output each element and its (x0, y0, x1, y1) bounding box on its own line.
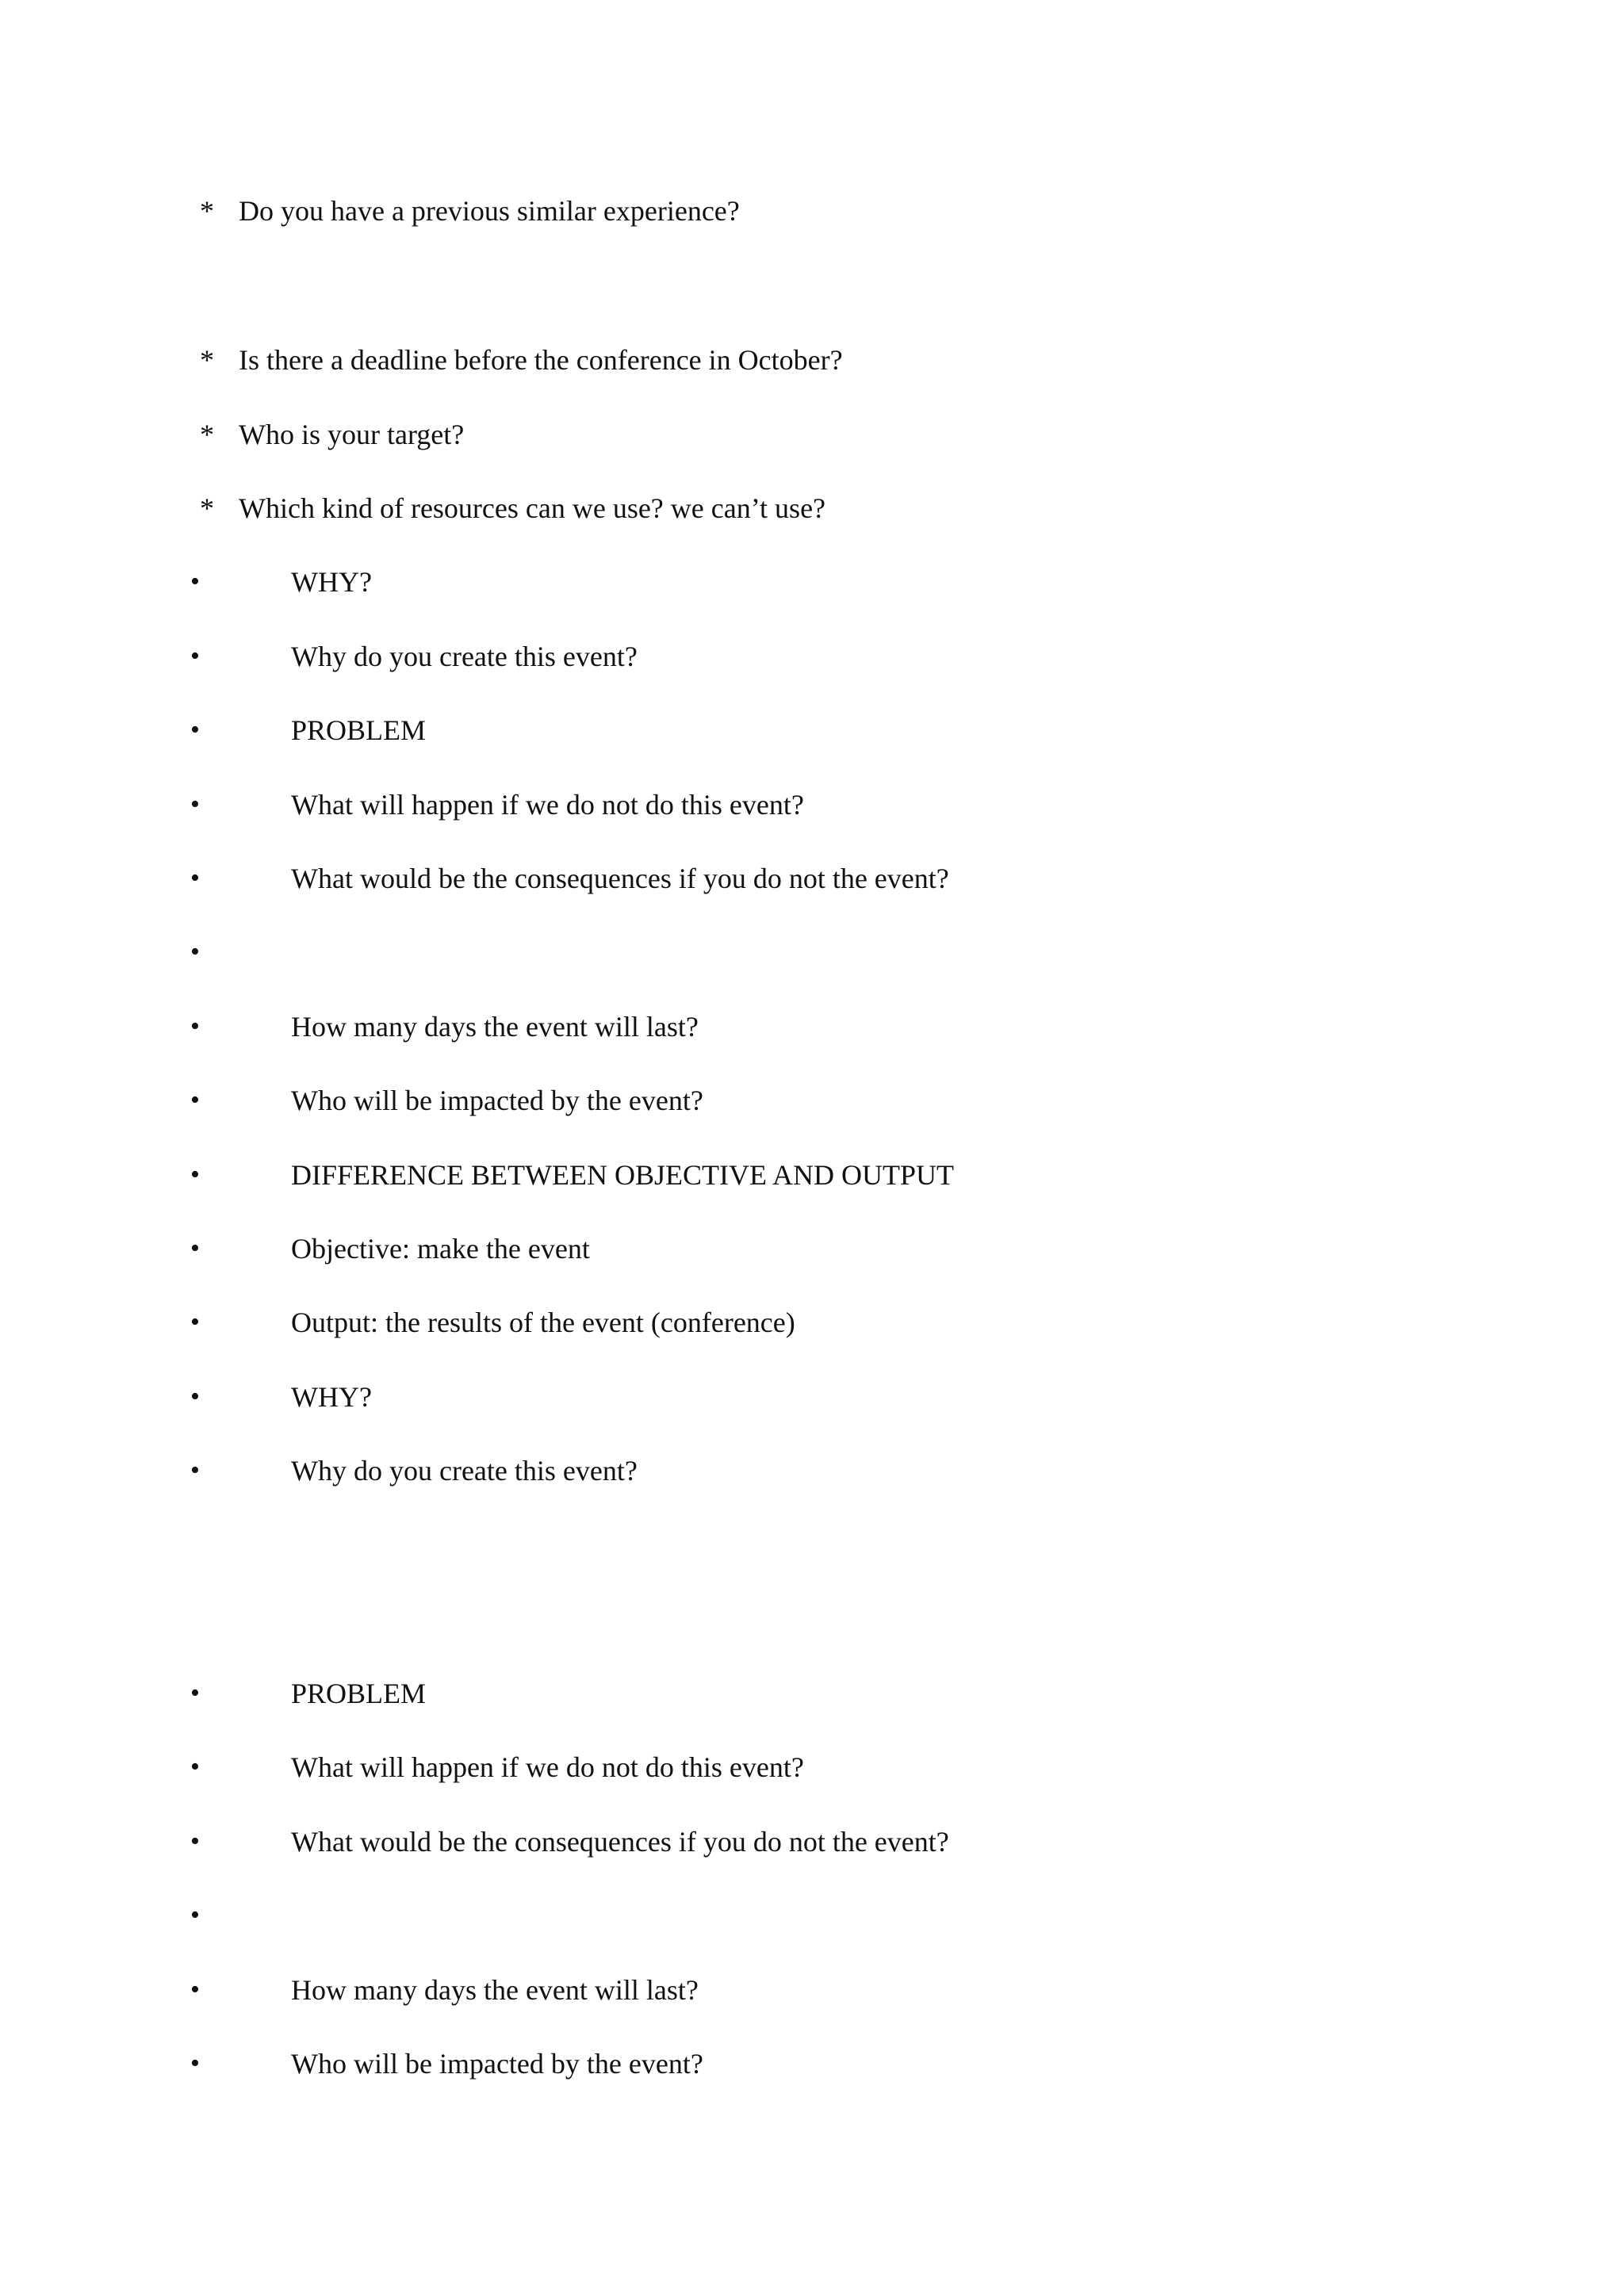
bullet-item-text: PROBLEM (291, 1678, 427, 1709)
star-item-text: Who is your target? (239, 419, 465, 450)
bullet-item-text: What would be the consequences if you do not the event? (291, 1826, 949, 1858)
bullet-item-text: PROBLEM (291, 714, 427, 746)
bullet-marker: • (190, 1827, 200, 1856)
bullet-item-text: Why do you create this event? (291, 641, 638, 672)
bullet-marker: • (190, 1085, 200, 1115)
bullet-item-text: WHY? (291, 1381, 372, 1413)
bullet-item-text: Who will be impacted by the event? (291, 2048, 703, 2080)
bullet-item-text: How many days the event will last? (291, 1974, 699, 2006)
star-marker: * (200, 492, 214, 524)
bullet-marker: • (190, 1752, 200, 1781)
bullet-marker: • (190, 1900, 200, 1930)
bullet-marker: • (190, 641, 200, 671)
bullet-marker: • (190, 863, 200, 893)
bullet-marker: • (190, 1012, 200, 1041)
bullet-marker: • (190, 1160, 200, 1189)
bullet-marker: • (190, 715, 200, 744)
bullet-marker: • (190, 790, 200, 819)
bullet-marker: • (190, 1678, 200, 1708)
bullet-item-text: DIFFERENCE BETWEEN OBJECTIVE AND OUTPUT (291, 1159, 954, 1191)
bullet-item-text: Objective: make the event (291, 1233, 590, 1265)
bullet-marker: • (190, 1975, 200, 2004)
bullet-item-text: Why do you create this event? (291, 1455, 638, 1487)
bullet-item-text: What will happen if we do not do this event? (291, 789, 804, 821)
star-marker: * (200, 195, 214, 227)
bullet-marker: • (190, 1234, 200, 1263)
bullet-marker: • (190, 567, 200, 596)
bullet-item-text: Output: the results of the event (conference) (291, 1307, 795, 1338)
bullet-marker: • (190, 1456, 200, 1485)
bullet-marker: • (190, 1307, 200, 1337)
bullet-item-text: What would be the consequences if you do not the event? (291, 863, 949, 894)
bullet-item-text: Who will be impacted by the event? (291, 1085, 703, 1116)
bullet-item-text: What will happen if we do not do this event? (291, 1751, 804, 1783)
bullet-marker: • (190, 937, 200, 966)
star-marker: * (200, 344, 214, 376)
star-item-text: Do you have a previous similar experience? (239, 195, 740, 227)
star-item-text: Is there a deadline before the conference in October? (239, 344, 843, 376)
star-item-text: Which kind of resources can we use? we can’t use? (239, 492, 826, 524)
star-marker: * (200, 419, 214, 450)
bullet-item-text: WHY? (291, 566, 372, 598)
bullet-item-text: How many days the event will last? (291, 1011, 699, 1043)
bullet-marker: • (190, 2049, 200, 2078)
bullet-marker: • (190, 1382, 200, 1411)
